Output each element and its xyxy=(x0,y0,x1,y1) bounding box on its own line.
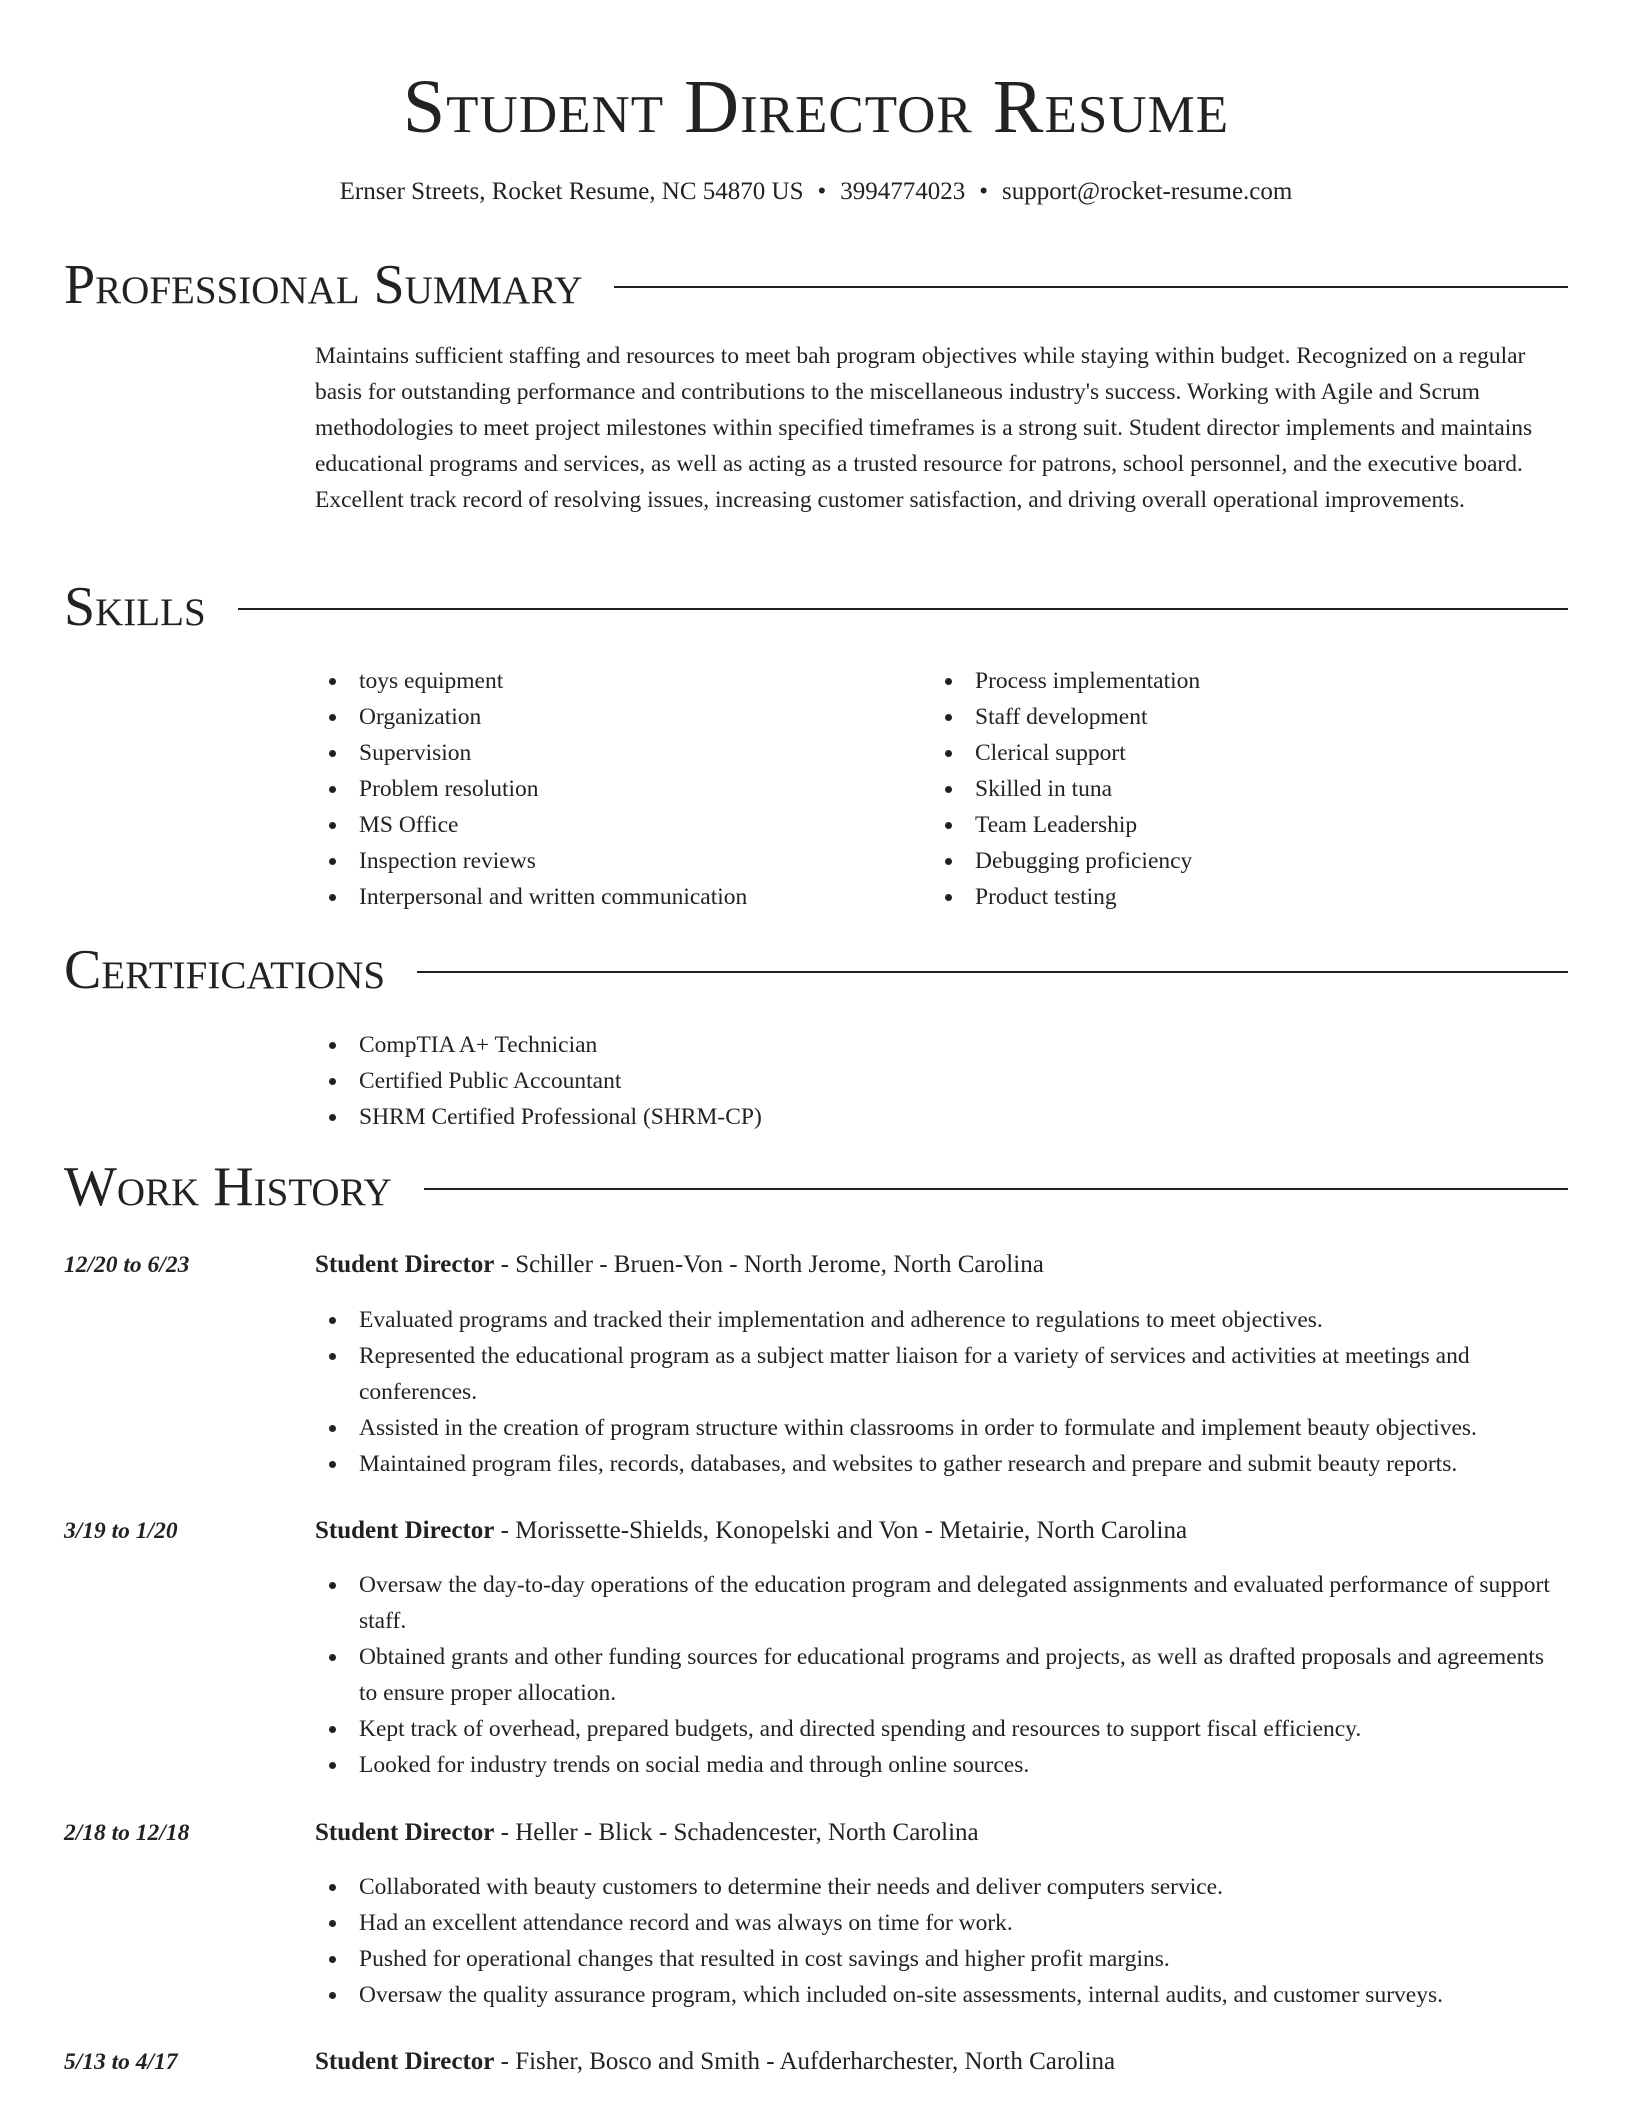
resume-title: Student Director Resume xyxy=(402,65,1230,149)
certification-item: CompTIA A+ Technician xyxy=(315,1027,1565,1063)
contact-email: support@rocket-resume.com xyxy=(1002,178,1293,205)
skill-item: MS Office xyxy=(315,807,915,843)
job-duties-list xyxy=(315,1869,1568,2013)
section-header-certifications xyxy=(64,935,1568,1005)
section-header-skills xyxy=(64,572,1568,642)
certification-item: SHRM Certified Professional (SHRM-CP) xyxy=(315,1099,1565,1135)
skill-item: Skilled in tuna xyxy=(931,771,1561,807)
job-duty: Assisted in the creation of program structure within classrooms in order to formulate and implement beauty objectives. xyxy=(315,1410,1568,1446)
job-heading xyxy=(315,2044,1568,2080)
job-role: Student Director xyxy=(315,1251,495,1278)
job-duty: Had an excellent attendance record and was always on time for work. xyxy=(315,1905,1568,1941)
skill-item: Interpersonal and written communication xyxy=(315,879,915,915)
skill-item: Inspection reviews xyxy=(315,843,915,879)
job-heading xyxy=(315,1815,1568,1851)
job-role: Student Director xyxy=(315,1517,495,1544)
skill-item: Product testing xyxy=(931,879,1561,915)
job-duty: Looked for industry trends on social media and through online sources. xyxy=(315,1747,1568,1783)
skills-list-right xyxy=(931,663,1561,915)
section-header-summary xyxy=(64,250,1568,320)
skill-item: Clerical support xyxy=(931,735,1561,771)
skills-list-left xyxy=(315,663,915,915)
job-employer: - Morissette-Shields, Konopelski and Von - Metairie, North Carolina xyxy=(494,1517,1188,1544)
section-title-work-history: Work History xyxy=(64,1156,392,1218)
certifications-list xyxy=(315,1027,1565,1135)
contact-line xyxy=(0,176,1632,208)
job-dates: 12/20 to 6/23 xyxy=(64,1252,190,1278)
job-dates: 3/19 to 1/20 xyxy=(64,1518,178,1544)
job-duties-list xyxy=(315,1567,1568,1783)
section-header-work-history xyxy=(64,1152,1568,1222)
job-employer: - Heller - Blick - Schadencester, North Carolina xyxy=(494,1819,979,1846)
job-duty: Represented the educational program as a subject matter liaison for a variety of services and activities at meetings and conferences. xyxy=(315,1338,1568,1410)
job-employer: - Fisher, Bosco and Smith - Aufderharchester, North Carolina xyxy=(494,2048,1116,2075)
summary-text: Maintains sufficient staffing and resources to meet bah program objectives while staying within budget. Recognized on a regular basis for outstanding performance and contributions to the miscellaneous industry's success. Working with Agile and Scrum methodologies to meet project milestones within specified timeframes is a strong suit. Student director implements and maintains educational programs and services, as well as acting as a trusted resource for patrons, school personnel, and the executive board. Excellent track record of resolving issues, increasing customer satisfaction, and driving overall operational improvements. xyxy=(315,343,1533,513)
job-duty: Kept track of overhead, prepared budgets, and directed spending and resources to support fiscal efficiency. xyxy=(315,1711,1568,1747)
section-title-certifications: Certifications xyxy=(64,939,386,1001)
job-heading xyxy=(315,1513,1568,1549)
skill-item: Supervision xyxy=(315,735,915,771)
contact-separator: • xyxy=(817,178,827,205)
job-duty: Oversaw the quality assurance program, which included on-site assessments, internal audits, and customer surveys. xyxy=(315,1977,1568,2013)
job-duty: Maintained program files, records, databases, and websites to gather research and prepare and submit beauty reports. xyxy=(315,1446,1568,1482)
job-duty: Collaborated with beauty customers to determine their needs and deliver computers service. xyxy=(315,1869,1568,1905)
job-role: Student Director xyxy=(315,1819,495,1846)
skill-item: Process implementation xyxy=(931,663,1561,699)
skill-item: Debugging proficiency xyxy=(931,843,1561,879)
skill-item: Problem resolution xyxy=(315,771,915,807)
job-duties-list xyxy=(315,1302,1568,1482)
section-divider xyxy=(238,608,1568,610)
skill-item: Organization xyxy=(315,699,915,735)
section-divider xyxy=(614,286,1568,288)
job-duty: Pushed for operational changes that resulted in cost savings and higher profit margins. xyxy=(315,1941,1568,1977)
skill-item: Staff development xyxy=(931,699,1561,735)
job-dates: 2/18 to 12/18 xyxy=(64,1820,190,1846)
job-duty: Oversaw the day-to-day operations of the education program and delegated assignments and evaluated performance of support staff. xyxy=(315,1567,1568,1639)
section-divider xyxy=(417,971,1568,973)
contact-address: Ernser Streets, Rocket Resume, NC 54870 US xyxy=(339,178,804,205)
skill-item: Team Leadership xyxy=(931,807,1561,843)
job-heading xyxy=(315,1247,1568,1283)
job-employer: - Schiller - Bruen-Von - North Jerome, North Carolina xyxy=(494,1251,1044,1278)
job-role: Student Director xyxy=(315,2048,495,2075)
contact-separator: • xyxy=(979,178,989,205)
job-duty: Evaluated programs and tracked their implementation and adherence to regulations to meet objectives. xyxy=(315,1302,1568,1338)
job-dates: 5/13 to 4/17 xyxy=(64,2049,178,2075)
contact-phone: 3994774023 xyxy=(840,178,966,205)
job-duty: Obtained grants and other funding sources for educational programs and projects, as well as drafted proposals and agreements to ensure proper allocation. xyxy=(315,1639,1568,1711)
certification-item: Certified Public Accountant xyxy=(315,1063,1565,1099)
skill-item: toys equipment xyxy=(315,663,915,699)
section-title-skills: Skills xyxy=(64,576,206,638)
section-title-summary: Professional Summary xyxy=(64,254,583,316)
section-divider xyxy=(424,1188,1568,1190)
